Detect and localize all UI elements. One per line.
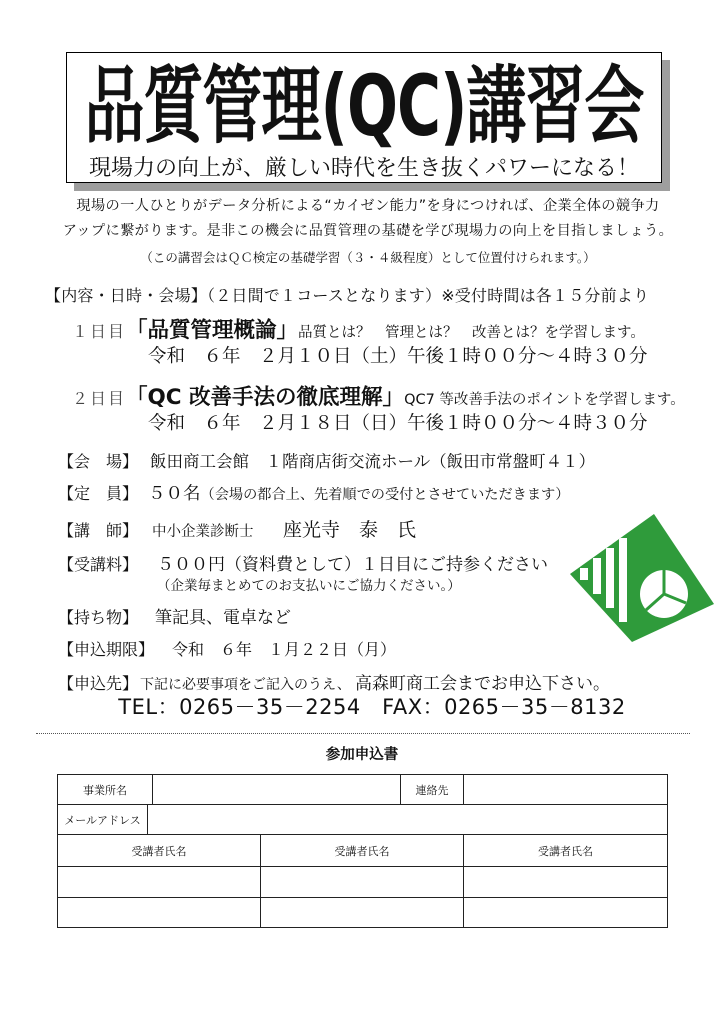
capacity-value: ５０名 — [148, 484, 201, 504]
form-row-office — [58, 775, 668, 805]
apply-line — [58, 674, 610, 694]
apply-label: 【申込先】 — [58, 674, 139, 693]
venue-line — [58, 452, 595, 472]
form-row-attendee — [58, 898, 668, 928]
attendee-cell — [261, 898, 464, 928]
venue-label: 【会 場】 — [58, 452, 139, 471]
office-name-field — [153, 775, 401, 805]
intro-line-1: 現場の一人ひとりがデータ分析による“カイゼン能力”を身につければ、企業全体の競争力 — [76, 198, 660, 214]
schedule-heading: 【内容・日時・会場】（２日間で１コースとなります）※受付時間は各１５分前より — [45, 286, 650, 305]
deadline-value: 令和 ６年 １月２２日（月） — [172, 640, 397, 659]
attendee-header-3: 受講者氏名 — [464, 835, 668, 867]
day-1-label: １日目 — [72, 322, 127, 341]
day-2-course: 「QC 改善手法の徹底理解」 — [126, 385, 405, 410]
items-label: 【持ち物】 — [58, 608, 139, 627]
attendee-header-1: 受講者氏名 — [58, 835, 261, 867]
apply-value: 高森町商工会までお申込下さい。 — [355, 674, 610, 694]
fee-value: ５００円（資料費として）１日目にご持参ください — [157, 555, 548, 575]
form-row-attendee-headers — [58, 835, 668, 867]
capacity-note: （会場の都合上、先着順での受付とさせていただきます） — [200, 487, 570, 503]
title-box — [66, 52, 662, 183]
attendee-cell — [58, 867, 261, 898]
venue-value: 飯田商工会館 １階商店街交流ホール（飯田市常盤町４１） — [150, 452, 596, 471]
lecturer-line — [58, 519, 416, 542]
attendee-cell — [464, 867, 668, 898]
intro-note: （この講習会はＱＣ検定の基礎学習（３・４級程度）として位置付けられます。） — [140, 250, 596, 265]
items-line — [58, 608, 291, 628]
page-subtitle: 現場力の向上が、厳しい時代を生き抜くパワーになる！ — [88, 156, 639, 181]
form-row-attendee — [58, 867, 668, 898]
email-label: メールアドレス — [58, 805, 148, 835]
day-1-line — [72, 318, 645, 344]
office-name-label: 事業所名 — [58, 775, 153, 805]
items-value: 筆記具、電卓など — [155, 608, 291, 628]
deadline-label: 【申込期限】 — [58, 640, 155, 659]
attendee-cell — [58, 898, 261, 928]
email-field — [148, 805, 668, 835]
attendee-header-2: 受講者氏名 — [261, 835, 464, 867]
fee-note: （企業毎まとめてのお支払いにご協力ください。） — [157, 578, 461, 594]
capacity-label: 【定 員】 — [58, 484, 139, 503]
apply-note: 下記に必要事項をご記入のうえ、 — [140, 677, 351, 693]
fee-line — [58, 555, 548, 575]
day-1-course: 「品質管理概論」 — [126, 318, 299, 343]
day-1-datetime: 令和 ６年 ２月１０日（土）午後１時００分～４時３０分 — [148, 346, 648, 367]
contact-field — [464, 775, 668, 805]
day-2-datetime: 令和 ６年 ２月１８日（日）午後１時００分～４時３０分 — [148, 413, 648, 434]
day-2-label: ２日目 — [72, 389, 127, 408]
page-title: 品質管理(QC)講習会 — [84, 58, 644, 156]
day-1-description: 品質とは？ 管理とは？ 改善とは？を学習します。 — [298, 325, 645, 341]
day-2-line — [72, 385, 685, 411]
lecturer-name: 座光寺 泰 氏 — [283, 519, 417, 541]
application-form-table — [57, 774, 668, 928]
lecturer-label: 【講 師】 — [58, 521, 139, 540]
intro-line-2: アップに繋がります。是非この機会に品質管理の基礎を学び現場力の向上を目指しましょう。 — [62, 223, 674, 239]
bar-and-pie-chart-icon — [570, 508, 714, 644]
day-2-description: QC7 等改善手法のポイントを学習します。 — [404, 392, 685, 408]
lecturer-title: 中小企業診断士 — [152, 524, 254, 540]
deadline-line — [58, 640, 396, 659]
contact-phone-fax: TEL：0265－35－2254 FAX：0265－35－8132 — [118, 695, 626, 719]
form-title: 参加申込書 — [325, 747, 399, 763]
attendee-cell — [261, 867, 464, 898]
attendee-cell — [464, 898, 668, 928]
fee-label: 【受講料】 — [58, 555, 139, 574]
contact-label: 連絡先 — [401, 775, 464, 805]
cut-line-divider — [36, 733, 690, 734]
form-row-email — [58, 805, 668, 835]
capacity-line — [58, 484, 569, 505]
